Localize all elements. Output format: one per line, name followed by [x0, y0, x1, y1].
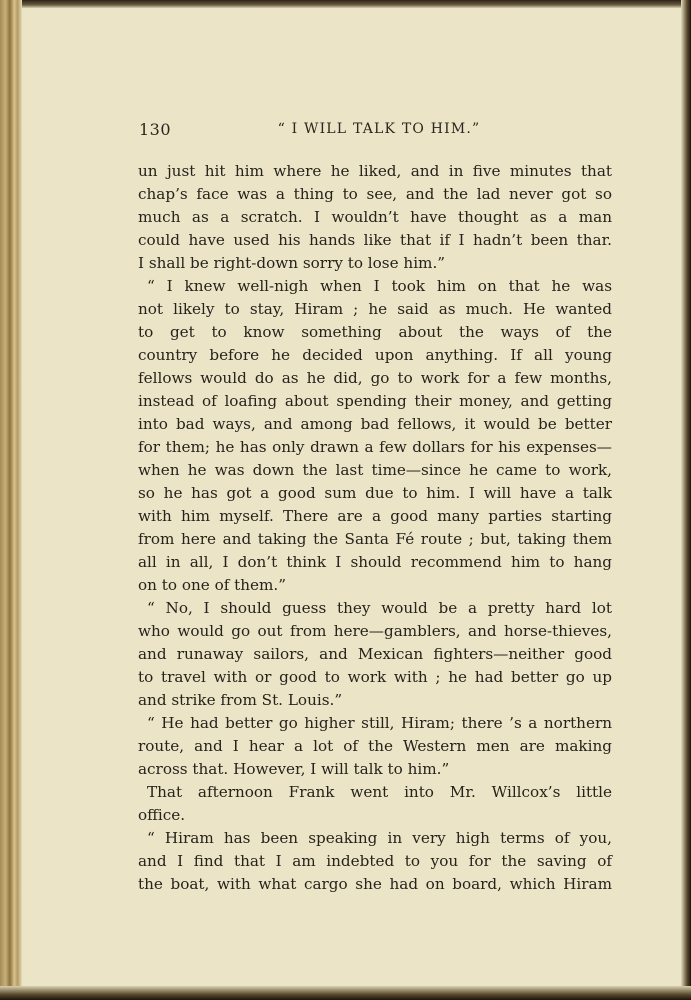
text-line: fellows would do as he did, go to work for a few months,: [138, 369, 612, 387]
text-line: could have used his hands like that if I hadn’t been thar.: [138, 231, 612, 249]
text-line: who would go out from here—gamblers, and horse-thieves,: [138, 622, 612, 640]
text-line: country before he decided upon anything. If all young: [138, 346, 612, 364]
text-line: for them; he has only drawn a few dollars for his expenses—: [138, 438, 612, 456]
text-line: chap’s face was a thing to see, and the lad never got so: [138, 185, 612, 203]
text-line: not likely to stay, Hiram ; he said as much. He wanted: [138, 300, 612, 318]
page-top-edge: [0, 0, 691, 8]
text-line: to travel with or good to work with ; he had better go up: [138, 668, 612, 686]
text-line: with him myself. There are a good many parties starting: [138, 507, 612, 525]
text-line: much as a scratch. I wouldn’t have thought as a man: [138, 208, 612, 226]
book-spine-edge: [0, 0, 22, 1000]
text-line: the boat, with what cargo she had on board, which Hiram: [138, 875, 612, 893]
text-line: “ No, I should guess they would be a pretty hard lot: [147, 599, 612, 617]
body-text: [138, 160, 612, 896]
page-bottom-edge: [0, 986, 691, 1000]
text-line: office.: [138, 806, 186, 824]
page-right-edge: [681, 0, 691, 1000]
text-line: instead of loafing about spending their money, and getting: [138, 392, 612, 410]
page-number: 130: [139, 120, 172, 139]
text-line: “ Hiram has been speaking in very high terms of you,: [147, 829, 612, 847]
text-line: when he was down the last time—since he came to work,: [138, 461, 612, 479]
text-line: “ I knew well-nigh when I took him on that he was: [147, 277, 612, 295]
text-line: from here and taking the Santa Fé route ; but, taking them: [138, 530, 612, 548]
text-line: on to one of them.”: [138, 576, 287, 594]
text-line: all in all, I don’t think I should recommend him to hang: [138, 553, 612, 571]
text-line: That afternoon Frank went into Mr. Willcox’s little: [147, 783, 612, 801]
text-line: and runaway sailors, and Mexican fighters—neither good: [138, 645, 612, 663]
text-line: “ He had better go higher still, Hiram; there ’s a northern: [147, 714, 612, 732]
page-header: [139, 120, 613, 144]
text-line: route, and I hear a lot of the Western men are making: [138, 737, 612, 755]
text-line: to get to know something about the ways of the: [138, 323, 612, 341]
text-line: into bad ways, and among bad fellows, it would be better: [138, 415, 612, 433]
text-line: across that. However, I will talk to him.”: [138, 760, 450, 778]
text-line: I shall be right-down sorry to lose him.”: [138, 254, 446, 272]
text-line: so he has got a good sum due to him. I will have a talk: [138, 484, 612, 502]
running-head: “ I WILL TALK TO HIM.”: [277, 121, 481, 137]
text-line: un just hit him where he liked, and in five minutes that: [138, 162, 612, 180]
text-line: and strike from St. Louis.”: [138, 691, 343, 709]
text-line: and I find that I am indebted to you for the saving of: [138, 852, 612, 870]
